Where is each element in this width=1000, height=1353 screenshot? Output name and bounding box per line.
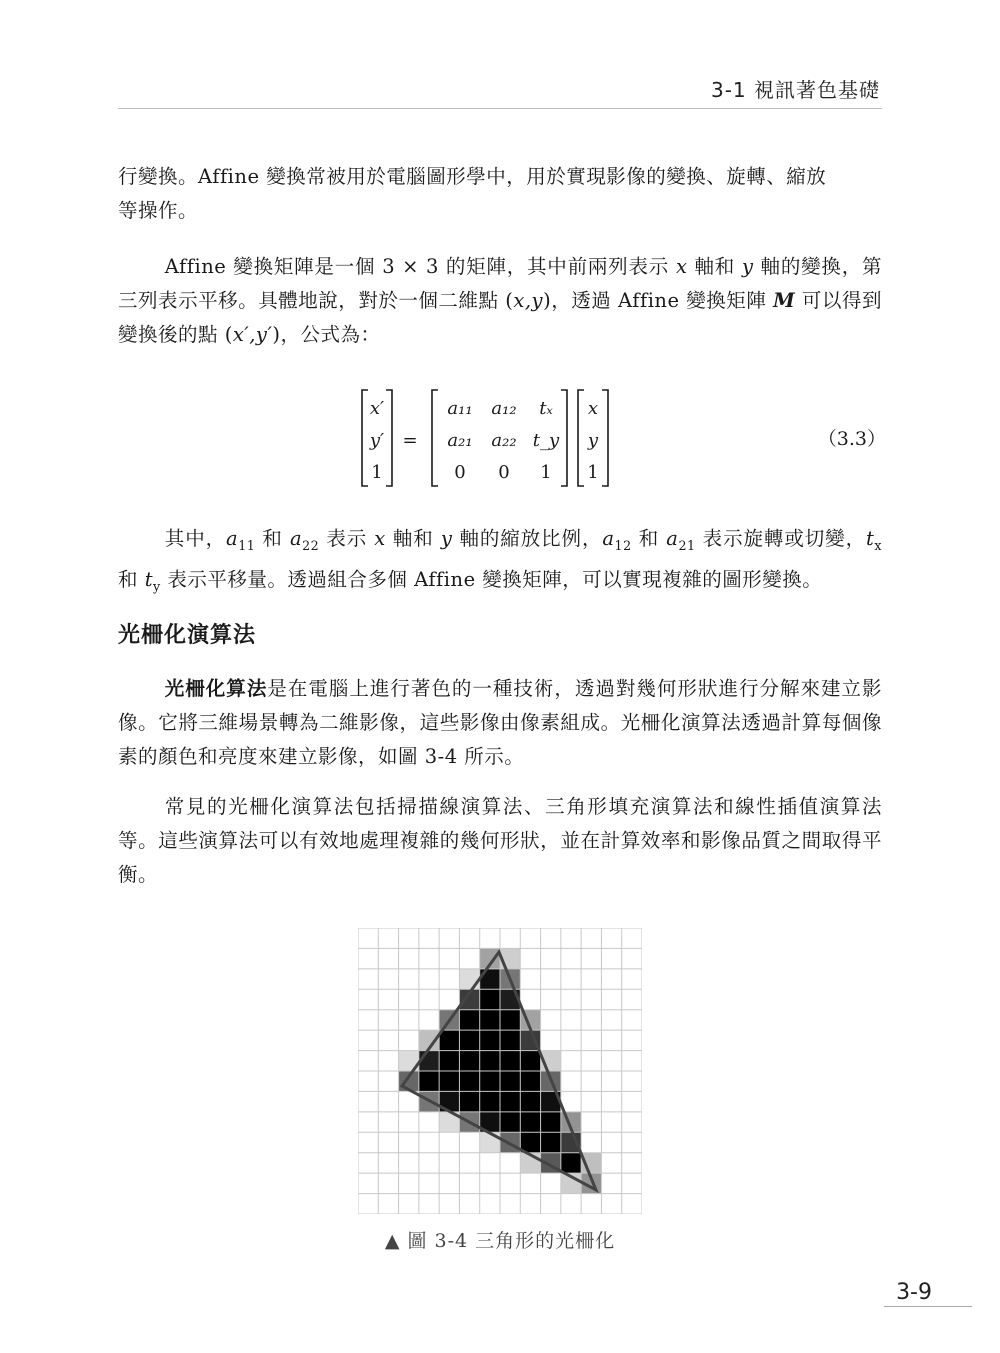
- paragraph-1-line-1: 行變換。Affine 變換常被用於電腦圖形學中，用於實現影像的變換、旋轉、縮放: [118, 165, 827, 188]
- m-0a: 0: [454, 462, 466, 483]
- raster-pixel: [520, 1112, 540, 1132]
- rasterization-figure: [358, 928, 642, 1214]
- raster-pixel: [520, 1071, 540, 1091]
- raster-pixel: [419, 1071, 439, 1091]
- paragraph-1-line-2: 等操作。: [118, 199, 199, 222]
- raster-pixel: [459, 969, 479, 989]
- m-ty: t_y: [532, 430, 560, 451]
- m-a11: a₁₁: [447, 398, 473, 419]
- m-a12: a₁₂: [491, 398, 517, 419]
- rhs-one: 1: [587, 462, 599, 483]
- m-a22: a₂₂: [491, 430, 517, 451]
- raster-pixel: [480, 1010, 500, 1030]
- raster-pixel: [439, 1030, 459, 1050]
- raster-pixel: [561, 1153, 581, 1173]
- raster-pixel: [480, 1071, 500, 1091]
- raster-pixel: [480, 1051, 500, 1071]
- bold-term: 光柵化算法: [164, 677, 268, 700]
- footer-divider: [884, 1306, 972, 1307]
- raster-pixel: [459, 1010, 479, 1030]
- rhs-y: y: [587, 430, 599, 451]
- lhs-x: x′: [369, 398, 385, 419]
- raster-pixel: [520, 1051, 540, 1071]
- figure-caption: ▲ 圖 3-4 三角形的光柵化: [384, 1230, 616, 1252]
- running-header: 3-1 視訊著色基礎: [710, 78, 880, 102]
- lhs-one: 1: [371, 462, 383, 483]
- raster-pixel: [439, 1071, 459, 1091]
- paragraph-4: 光柵化算法是在電腦上進行著色的一種技術，透過對幾何形狀進行分解來建立影像。它將三維場景轉為二維影像，這些影像由像素組成。光柵化演算法透過計算每個像素的顏色和亮度來建立影像，如圖 3-4 所示。: [118, 677, 882, 768]
- raster-pixel: [500, 1030, 520, 1050]
- raster-pixel: [480, 989, 500, 1009]
- raster-pixel: [459, 1071, 479, 1091]
- paragraph-5: 常見的光柵化演算法包括掃描線演算法、三角形填充演算法和線性插值演算法等。這些演算法可以有效地處理複雜的幾何形狀，並在計算效率和影像品質之間取得平衡。: [118, 795, 882, 886]
- equation-number: （3.3）: [817, 428, 886, 450]
- raster-pixel: [500, 1091, 520, 1111]
- section-title: 光柵化演算法: [118, 623, 257, 648]
- raster-pixel: [500, 1112, 520, 1132]
- rhs-x: x: [587, 398, 599, 419]
- lhs-y: y′: [369, 430, 385, 451]
- raster-pixel: [459, 1051, 479, 1071]
- raster-pixel: [459, 1091, 479, 1111]
- raster-pixel: [500, 1071, 520, 1091]
- equals-sign: =: [402, 430, 418, 451]
- raster-pixel: [459, 1030, 479, 1050]
- paragraph-3: 其中，$a_{11}$ 和 $a_{22}$ 表示 x 軸和 y 軸的縮放比例，$a_{12}$ 和 $a_{21}$ 表示旋轉或切變，$t_x$ 和 $t_y$ 表示平移量。透過組合多個 Affine 變換矩陣，可以實現複雜的圖形變換。: [118, 527, 882, 594]
- m-0b: 0: [498, 462, 510, 483]
- raster-pixel: [541, 1112, 561, 1132]
- raster-pixel: [541, 1132, 561, 1152]
- paragraph-1: [118, 160, 882, 228]
- m-1: 1: [540, 462, 552, 483]
- raster-pixel: [520, 1091, 540, 1111]
- raster-pixel: [439, 1051, 459, 1071]
- raster-pixel: [480, 1091, 500, 1111]
- raster-pixel: [500, 1010, 520, 1030]
- paragraph-2: Affine 變換矩陣是一個 3 × 3 的矩陣，其中前兩列表示 x 軸和 y 軸的變換，第三列表示平移。具體地說，對於一個二維點 (x,y)，透過 Affine 變換矩陣 M 可以得到變換後的點 (x′,y′)，公式為：: [118, 255, 882, 346]
- m-a21: a₂₁: [447, 430, 473, 451]
- header-divider: [118, 108, 882, 109]
- m-tx: tₓ: [539, 398, 553, 419]
- page-number: 3-9: [896, 1280, 932, 1305]
- raster-pixel: [500, 1051, 520, 1071]
- raster-pixel: [480, 1030, 500, 1050]
